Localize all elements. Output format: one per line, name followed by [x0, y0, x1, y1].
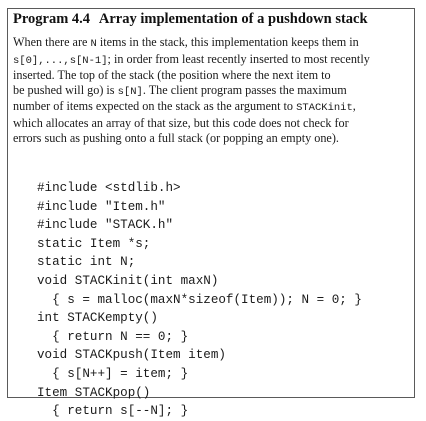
- description-text: be pushed will go) is: [13, 82, 118, 97]
- description-text: errors such as pushing onto a full stack (or popping an empty one).: [13, 130, 339, 145]
- program-heading: [13, 11, 368, 28]
- description-text: which allocates an array of that size, but this code does not check for: [13, 115, 349, 130]
- description-line: [13, 52, 409, 69]
- code-line: { return s[--N]; }: [37, 404, 189, 419]
- code-line: static Item *s;: [37, 236, 151, 251]
- program-title: Array implementation of a pushdown stack: [98, 11, 368, 27]
- inline-code: s[N]: [117, 85, 143, 98]
- description-text: number of items expected on the stack as the argument to: [13, 99, 297, 114]
- inline-code: N: [90, 38, 97, 50]
- code-line: #include "Item.h": [37, 199, 166, 214]
- code-listing: [37, 179, 362, 421]
- program-description: [13, 35, 409, 145]
- description-line: [13, 35, 409, 52]
- program-number: Program 4.4: [13, 11, 91, 27]
- description-line: [13, 116, 409, 131]
- description-line: [13, 83, 409, 100]
- code-line: Item STACKpop(): [37, 385, 151, 400]
- description-text: ; in order from least recently inserted to most recently: [107, 51, 370, 66]
- description-text: inserted. The top of the stack (the position where the next item to: [13, 68, 331, 83]
- code-line: void STACKinit(int maxN): [37, 273, 219, 288]
- description-text: ,: [352, 99, 356, 114]
- inline-code: s[0],...,s[N-1]: [13, 54, 108, 67]
- inline-code: STACKinit: [296, 102, 353, 115]
- description-text: When there are: [13, 35, 91, 49]
- code-line: { return N == 0; }: [37, 329, 189, 344]
- code-line: void STACKpush(Item item): [37, 348, 226, 363]
- description-line: [13, 68, 409, 83]
- code-line: { s = malloc(maxN*sizeof(Item)); N = 0; }: [37, 292, 362, 307]
- description-text: . The client program passes the maximum: [142, 82, 347, 97]
- description-line: [13, 131, 409, 146]
- description-text: items in the stack, this implementation keeps them in: [96, 35, 359, 49]
- code-line: int STACKempty(): [37, 311, 158, 326]
- code-line: #include "STACK.h": [37, 218, 174, 233]
- description-line: [13, 99, 409, 116]
- code-line: #include <stdlib.h>: [37, 181, 181, 195]
- code-line: { s[N++] = item; }: [37, 366, 189, 381]
- code-line: static int N;: [37, 255, 136, 270]
